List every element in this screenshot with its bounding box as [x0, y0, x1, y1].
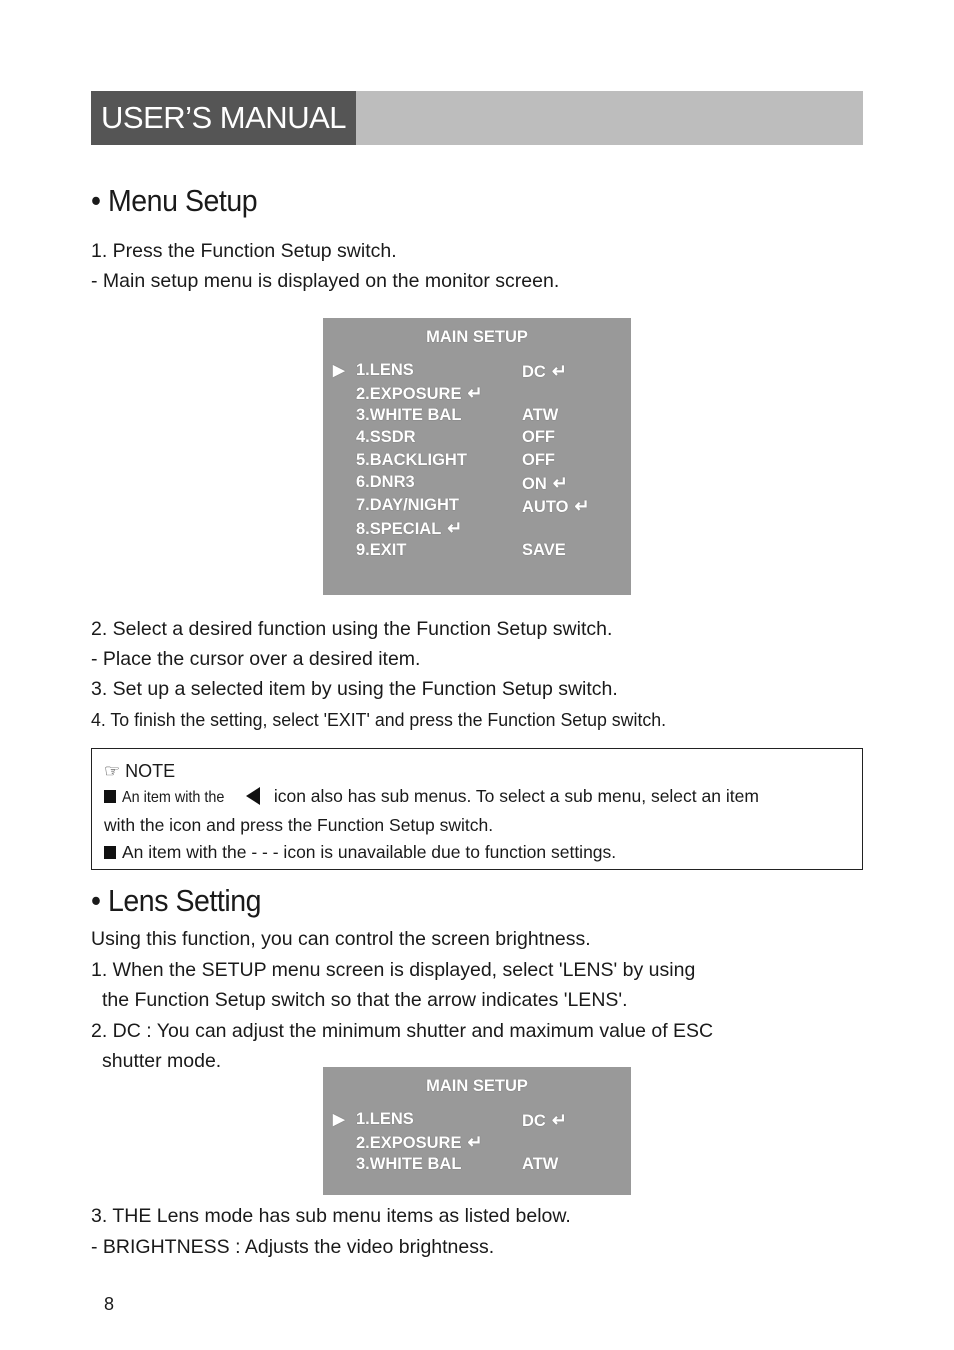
note-item: An item with the icon also has sub menus. To select a sub menu, select an item [104, 786, 759, 807]
step-line: 4. To finish the setting, select 'EXIT' and press the Function Setup switch. [91, 709, 667, 730]
osd-label: 2.EXPOSURE ↵ [356, 383, 483, 403]
enter-icon: ↵ [551, 361, 567, 381]
enter-icon: ↵ [447, 518, 463, 538]
square-bullet-icon [104, 790, 116, 803]
lens-line: shutter mode. [102, 1050, 222, 1072]
osd-label: 1.LENS [356, 361, 414, 379]
step-line: 3. Set up a selected item by using the Function Setup switch. [91, 678, 618, 700]
lens-line: 1. When the SETUP menu screen is displayed, select 'LENS' by using [91, 959, 696, 981]
enter-icon: ↵ [574, 496, 590, 516]
note-title: ☞ NOTE [104, 761, 176, 781]
enter-icon: ↵ [552, 473, 568, 493]
osd-row [323, 1155, 631, 1177]
step-line: 2. Select a desired function using the Function Setup switch. [91, 618, 613, 640]
note-item: An item with the - - - icon is unavailable due to function settings. [104, 842, 616, 863]
osd-label: 9.EXIT [356, 541, 407, 559]
lens-line: 3. THE Lens mode has sub menu items as listed below. [91, 1205, 571, 1227]
enter-icon: ↵ [467, 1132, 483, 1152]
osd-label: 4.SSDR [356, 428, 416, 446]
osd-value: ATW [522, 1155, 559, 1173]
step-line: - Place the cursor over a desired item. [91, 648, 421, 670]
note-box [91, 748, 863, 870]
osd-row [323, 428, 631, 450]
osd-value: OFF [522, 428, 555, 446]
osd-label: 7.DAY/NIGHT [356, 496, 459, 514]
cursor-arrow-icon: ▶ [333, 1111, 345, 1128]
cursor-arrow-icon: ▶ [333, 362, 345, 379]
osd-label: 6.DNR3 [356, 473, 415, 491]
osd-row [323, 473, 631, 495]
osd-value: DC ↵ [522, 1110, 567, 1130]
manual-title: USER’S MANUAL [91, 91, 356, 145]
osd-row [323, 451, 631, 473]
osd-row [323, 406, 631, 428]
osd-value: ON ↵ [522, 473, 568, 493]
osd-value: DC ↵ [522, 361, 567, 381]
osd-title: MAIN SETUP [426, 328, 528, 346]
osd-row [323, 383, 631, 405]
osd-label: 2.EXPOSURE ↵ [356, 1132, 483, 1152]
osd-label: 5.BACKLIGHT [356, 451, 467, 469]
osd-label: 3.WHITE BAL [356, 406, 462, 424]
osd-value: OFF [522, 451, 555, 469]
left-triangle-icon [246, 787, 260, 805]
square-bullet-icon [104, 846, 116, 859]
note-item-continued: with the icon and press the Function Setup switch. [104, 815, 494, 835]
osd-label: 8.SPECIAL ↵ [356, 518, 463, 538]
lens-setup-osd [323, 1067, 631, 1195]
osd-row [323, 496, 631, 518]
lens-line: Using this function, you can control the screen brightness. [91, 928, 591, 950]
osd-row [323, 361, 631, 383]
enter-icon: ↵ [467, 383, 483, 403]
lens-line: 2. DC : You can adjust the minimum shutter and maximum value of ESC [91, 1020, 714, 1042]
osd-row [323, 1110, 631, 1132]
osd-label: 1.LENS [356, 1110, 414, 1128]
header-bar [91, 91, 863, 145]
lens-line: - BRIGHTNESS : Adjusts the video brightness. [91, 1236, 495, 1258]
page-number: 8 [104, 1294, 115, 1314]
osd-value: ATW [522, 406, 559, 424]
lens-setting-heading: • Lens Setting [91, 883, 262, 918]
osd-title: MAIN SETUP [426, 1077, 528, 1095]
osd-row [323, 518, 631, 540]
menu-setup-line: 1. Press the Function Setup switch. [91, 240, 397, 262]
menu-setup-line: - Main setup menu is displayed on the monitor screen. [91, 270, 560, 292]
osd-value: AUTO ↵ [522, 496, 590, 516]
osd-label: 3.WHITE BAL [356, 1155, 462, 1173]
lens-line: the Function Setup switch so that the arrow indicates 'LENS'. [102, 989, 628, 1011]
osd-value: SAVE [522, 541, 566, 559]
main-setup-osd [323, 318, 631, 595]
enter-icon: ↵ [551, 1110, 567, 1130]
osd-row [323, 1132, 631, 1154]
menu-setup-heading: • Menu Setup [91, 183, 258, 218]
osd-row [323, 541, 631, 563]
